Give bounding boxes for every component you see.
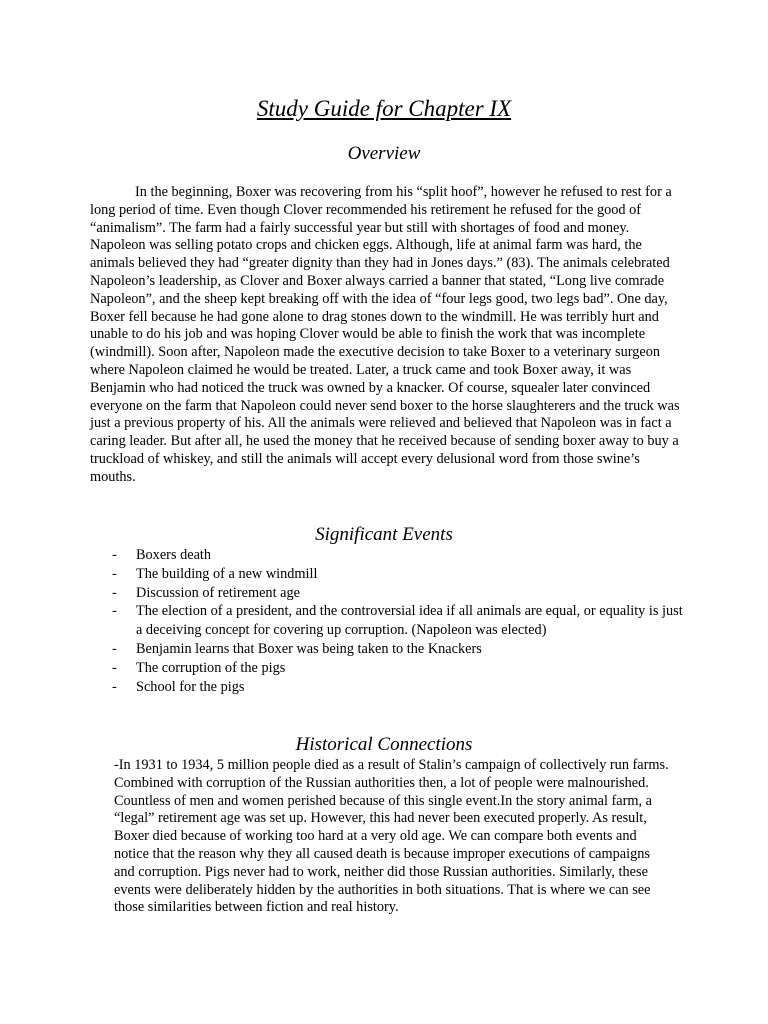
- bullet-dash: -: [112, 640, 117, 657]
- document-title: Study Guide for Chapter IX: [256, 96, 512, 121]
- bullet-dash: -: [112, 547, 117, 563]
- list-item: [110, 565, 690, 584]
- list-item: [110, 659, 690, 678]
- list-item-text: Discussion of retirement age: [136, 584, 300, 601]
- overview-text: In the beginning, Boxer was recovering from his “split hoof”, however he refused to rest for a long period of time. Even though Clover recommended his retirement he refused for the good of “animalism”. The farm had a fairly successful year but still with shortages of food and money. Napoleon was selling potato crops and chicken eggs. Although, life at animal farm was hard, the animals believed they had “greater dignity than they had in Jones days.” (83). The animals celebrated Napoleon’s leadership, as Clover and Boxer always carried a banner that stated, “Long live comrade Napoleon”, and the sheep kept breaking off with the idea of “four legs good, two legs bad”. One day, Boxer fell because he had gone alone to drag stones down to the windmill. He was terribly hurt and unable to do his job and was hoping Clover would be able to finish the work that was incomplete (windmill). Soon after, Napoleon made the executive decision to take Boxer to a veterinary surgeon where Napoleon claimed he would be treated. Later, a truck came and took Boxer away, it was Benjamin who had noticed the truck was owned by a knacker. Of course, squealer later convinced everyone on the farm that Napoleon could never send boxer to the horse slaughterers and the truck was just a previous property of his. All the animals were relieved and believed that Napoleon was in fact a caring leader. But after all, he used the money that he received because of sending boxer away to buy a truckload of whiskey, and still the animals will accept every delusional word from those swine’s mouths.: [90, 184, 680, 485]
- overview-paragraph: [90, 184, 680, 487]
- bullet-dash: -: [112, 603, 117, 620]
- list-item: [110, 546, 690, 565]
- bullet-dash: -: [112, 659, 117, 676]
- list-item-text: The building of a new windmill: [136, 565, 318, 582]
- historical-connections-paragraph: -In 1931 to 1934, 5 million people died as a result of Stalin’s campaign of collectively run farms. Combined with corruption of the Russian authorities then, a lot of people were malnourished. Countless of men and women perished because of this single event.In the story animal farm, a “legal” retirement age was set up. However, this had never been executed properly. As result, Boxer died because of working too hard at a very old age. We can compare both events and notice that the reason why they all caused death is because improper executions of campaigns and corruption. Pigs never had to work, neither did those Russian authorities. Similarly, these events were deliberately hidden by the authorities in both situations. That is where we can see those similarities between fiction and real history.: [114, 757, 669, 916]
- list-item: [110, 584, 690, 603]
- bullet-dash: -: [112, 565, 117, 582]
- bullet-dash: -: [112, 678, 117, 695]
- significant-events-list: [110, 546, 690, 696]
- list-item-text: School for the pigs: [136, 678, 245, 695]
- list-item-text: Benjamin learns that Boxer was being taken to the Knackers: [136, 640, 482, 657]
- list-item-text: The election of a president, and the controversial idea if all animals are equal, or equality is just a deceiving concept for covering up corruption. (Napoleon was elected): [136, 603, 683, 639]
- list-item: [110, 602, 690, 640]
- list-item: [110, 678, 690, 697]
- significant-events-heading: Significant Events: [315, 524, 453, 545]
- list-item-text: Boxers death: [136, 547, 212, 563]
- list-item: [110, 640, 690, 659]
- overview-heading: Overview: [347, 143, 421, 164]
- historical-connections-heading: Historical Connections: [295, 734, 473, 755]
- bullet-dash: -: [112, 584, 117, 601]
- list-item-text: The corruption of the pigs: [136, 659, 286, 676]
